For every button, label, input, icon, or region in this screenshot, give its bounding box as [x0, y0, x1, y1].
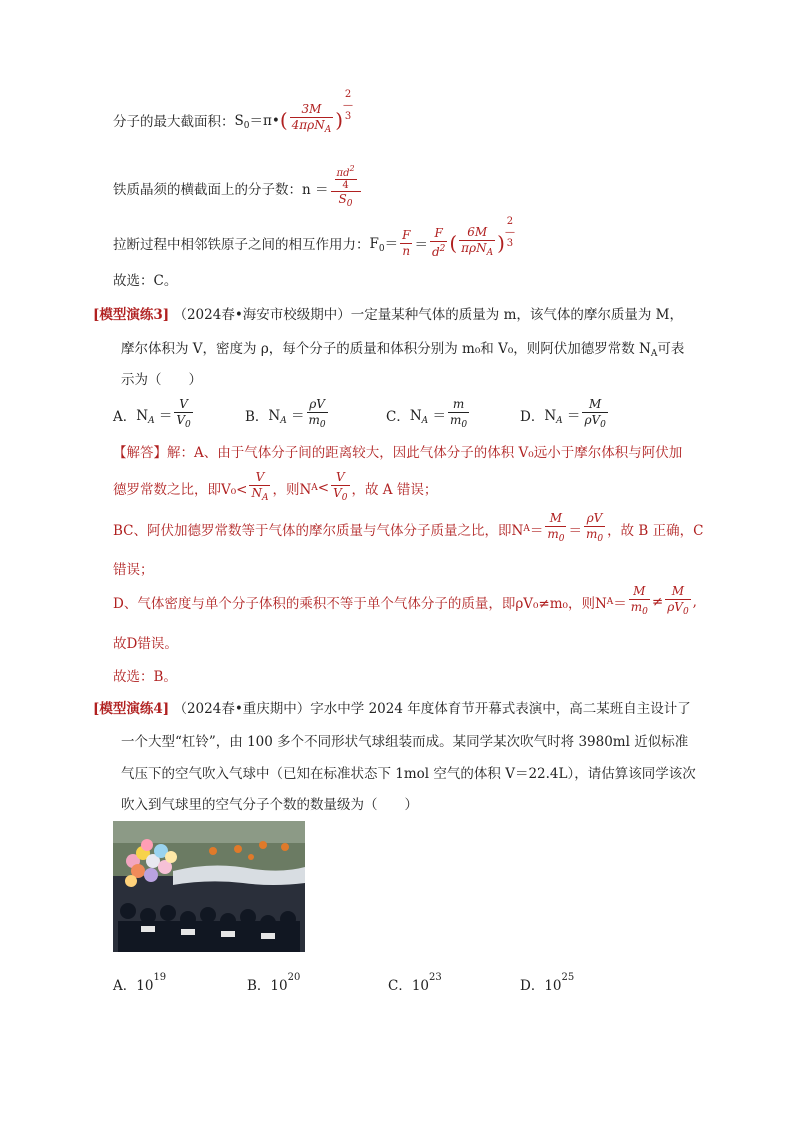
formula-line-3: 拉断过程中相邻铁原子之间的相互作用力： $F_0=$ $\frac{F}{n}$ ＝ $\frac{F}{d^2}$ ( $\frac{6M}{\pi\rho N_A}$ ) 2 — 3	[113, 215, 515, 259]
question-4-stem-line2: 一个大型“杠铃”，由 100 多个不同形状气球组装而成。某同学某次吹气时将 3980ml 近似标准	[121, 734, 689, 750]
question-4-stem-line3: 气压下的空气吹入气球中（已知在标准状态下 1mol 空气的体积 V＝22.4L），请估算该同学该次	[121, 766, 696, 782]
question-4-stem-line4: 吹入到气球里的空气分子个数的数量级为（ ）	[121, 797, 418, 813]
q4-option-a[interactable]: A．$10^{19}$	[113, 972, 167, 994]
q4-option-d[interactable]: D．$10^{25}$	[520, 972, 575, 994]
formula-label: 拉断过程中相邻铁原子之间的相互作用力：	[113, 237, 370, 253]
answer-line-1: 【解答】解：A、由于气体分子间的距离较大，因此气体分子的体积 V₀远小于摩尔体积与阿伏加	[113, 445, 683, 461]
question-tag: [模型演练4]	[93, 701, 170, 717]
answer-line-5: D、气体密度与单个分子体积的乘积不等于单个气体分子的质量，即ρV₀≠m₀，则N A ＝ $\frac{M}{m_0}$ ≠ $\frac{M}{\rho V_0}$ ,	[113, 584, 697, 620]
question-3-stem-line3: 示为（ ）	[121, 372, 202, 388]
answer-tag: 【解答】	[113, 445, 167, 461]
option-b[interactable]: B． $N_A$ ＝ $\frac{\rho V}{m_0}$	[245, 397, 330, 433]
fraction: $\frac{\frac{\pi d^2}{4}}{S_0}$	[331, 163, 361, 212]
answer-line-2: 德罗常数之比，即V₀< $\frac{V}{N_A}$ ，则N A < $\frac{V}{V_0}$ ，故 A 错误；	[113, 470, 437, 506]
option-d[interactable]: D． $N_A$ ＝ $\frac{M}{\rho V_0}$	[520, 397, 610, 433]
question-4-stem: [模型演练4] （2024春•重庆期中）字水中学 2024 年度体育节开幕式表演中，高二某班自主设计了	[93, 701, 691, 717]
option-c[interactable]: C． $N_A$ ＝ $\frac{m}{m_0}$	[386, 397, 471, 433]
question-3-stem-line2: 摩尔体积为 V，密度为 ρ，每个分子的质量和体积分别为 m₀和 V₀，则阿伏加德罗常数 $N_A$可表	[121, 341, 685, 359]
option-a[interactable]: A． $N_A$ ＝ $\frac{V}{V_0}$	[113, 397, 195, 433]
q4-option-b[interactable]: B．$10^{20}$	[247, 972, 301, 994]
previous-answer: 故选：C。	[113, 273, 178, 289]
fraction: $\frac{3M}{4\pi\rho N_A}$	[290, 102, 334, 138]
answer-line-3: BC、阿伏加德罗常数等于气体的摩尔质量与气体分子质量之比，即N A ＝ $\frac{M}{m_0}$ ＝ $\frac{\rho V}{m_0}$ ，故 B 正确，C	[113, 511, 703, 547]
formula-line-1: 分子的最大截面积： $S_0=\pi•$ ( $\frac{3M}{4\pi\rho N_A}$ ) 2 — 3	[113, 102, 353, 138]
formula-label: 分子的最大截面积：	[113, 114, 235, 130]
formula-line-2: 铁质晶须的横截面上的分子数： n ＝ $\frac{\frac{\pi d^2}{4}}{S_0}$	[113, 163, 363, 212]
formula-label: 铁质晶须的横截面上的分子数：	[113, 181, 302, 198]
formula-s0: $S_0=\pi•$	[234, 113, 280, 131]
question-tag: [模型演练3]	[93, 307, 170, 323]
answer-line-4: 错误；	[113, 562, 154, 578]
q4-option-c[interactable]: C．$10^{23}$	[388, 972, 442, 994]
answer-line-6: 故D错误。	[113, 636, 178, 652]
balloon-photo	[113, 821, 305, 952]
answer-final: 故选：B。	[113, 669, 177, 685]
question-3-stem: [模型演练3] （2024春•海安市校级期中）一定量某种气体的质量为 m，该气体的摩尔质量为 M，	[93, 307, 683, 323]
